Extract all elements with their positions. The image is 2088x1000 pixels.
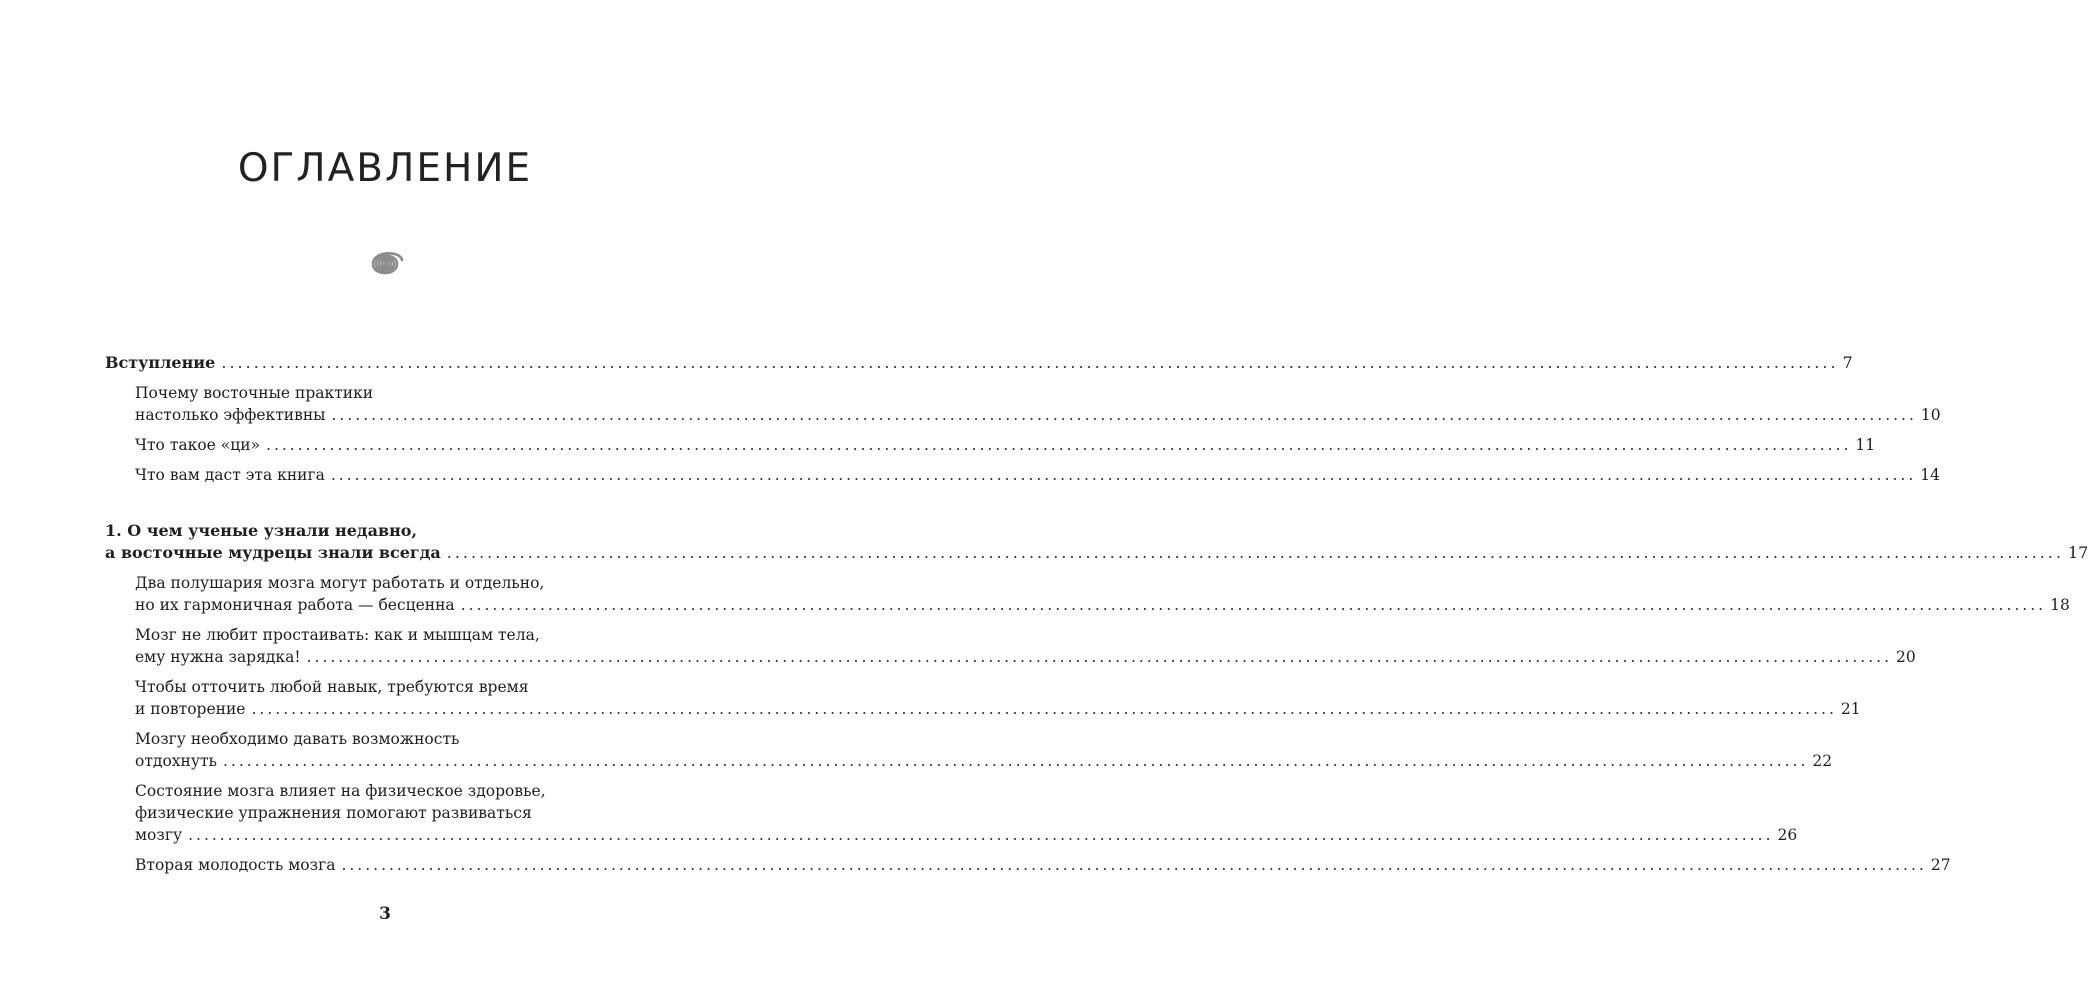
dot-leader: ........................................................................................................................................................................................................ bbox=[446, 543, 2064, 562]
toc-entry-text: физические упражнения помогают развиваться bbox=[135, 804, 532, 822]
table-of-contents bbox=[105, 352, 2088, 876]
toc-page-number: 14 bbox=[1920, 466, 1941, 484]
toc-entry bbox=[105, 854, 1951, 876]
toc-entry-text: Состояние мозга влияет на физическое здоровье, bbox=[135, 782, 546, 800]
dot-leader: ........................................................................................................................................................................................................ bbox=[223, 752, 1809, 770]
dot-leader: ........................................................................................................................................................................................................ bbox=[306, 648, 1892, 666]
dot-leader: ........................................................................................................................................................................................................ bbox=[266, 436, 1852, 454]
toc-entry-text: отдохнуть bbox=[135, 752, 217, 770]
page-title: ОГЛАВЛЕНИЕ bbox=[237, 146, 533, 191]
toc-entry bbox=[105, 434, 1876, 456]
toc-entry-text: но их гармоничная работа — бесценна bbox=[135, 596, 455, 614]
toc-section bbox=[105, 520, 2088, 876]
spiral-icon bbox=[358, 244, 412, 284]
toc-entry-text: 1. О чем ученые узнали недавно, bbox=[105, 521, 418, 540]
toc-entry-text: настолько эффективны bbox=[135, 406, 326, 424]
toc-entry bbox=[105, 464, 1941, 486]
toc-entry bbox=[105, 382, 1941, 426]
toc-entry bbox=[105, 780, 1798, 846]
dot-leader: ........................................................................................................................................................................................................ bbox=[331, 406, 1917, 424]
dot-leader: ........................................................................................................................................................................................................ bbox=[221, 353, 1839, 372]
dot-leader: ........................................................................................................................................................................................................ bbox=[251, 700, 1837, 718]
toc-entry bbox=[105, 676, 1861, 720]
toc-page-number: 20 bbox=[1896, 648, 1916, 666]
toc-page-number: 26 bbox=[1777, 826, 1798, 844]
toc-page-number: 7 bbox=[1842, 353, 1853, 372]
toc-entry-text: Что такое «ци» bbox=[135, 436, 261, 454]
toc-entry-text: и повторение bbox=[135, 700, 246, 718]
toc-entry bbox=[105, 728, 1833, 772]
toc-entry bbox=[105, 572, 2070, 616]
toc-entry-text: мозгу bbox=[135, 826, 183, 844]
toc-page-number: 10 bbox=[1920, 406, 1941, 424]
toc-page-number: 27 bbox=[1930, 856, 1951, 874]
toc-page-number: 21 bbox=[1840, 700, 1861, 718]
toc-section bbox=[105, 352, 1941, 486]
toc-entry-text: Чтобы отточить любой навык, требуются время bbox=[135, 678, 529, 696]
toc-page-number: 18 bbox=[2050, 596, 2070, 614]
dot-leader: ........................................................................................................................................................................................................ bbox=[188, 826, 1774, 844]
toc-entry-text: ему нужна зарядка! bbox=[135, 648, 301, 666]
dot-leader: ........................................................................................................................................................................................................ bbox=[330, 466, 1917, 484]
toc-page-number: 11 bbox=[1855, 436, 1876, 454]
toc-entry-text: Мозгу необходимо давать возможность bbox=[135, 730, 460, 748]
toc-entry-text: Мозг не любит простаивать: как и мышцам тела, bbox=[135, 626, 540, 644]
toc-entry bbox=[105, 624, 1916, 668]
toc-chapter-heading bbox=[105, 520, 2088, 564]
toc-chapter-heading bbox=[105, 352, 1853, 374]
dot-leader: ........................................................................................................................................................................................................ bbox=[460, 596, 2047, 614]
dot-leader: ........................................................................................................................................................................................................ bbox=[341, 856, 1927, 874]
toc-entry-text: Почему восточные практики bbox=[135, 384, 374, 402]
toc-entry-text: Что вам даст эта книга bbox=[135, 466, 325, 484]
page-number: 3 bbox=[379, 904, 391, 924]
toc-page-number: 17 bbox=[2067, 543, 2088, 562]
toc-entry-text: а восточные мудрецы знали всегда bbox=[105, 543, 441, 562]
toc-page-number: 22 bbox=[1812, 752, 1833, 770]
toc-entry-text: Два полушария мозга могут работать и отдельно, bbox=[135, 574, 545, 592]
toc-entry-text: Вторая молодость мозга bbox=[135, 856, 336, 874]
toc-entry-text: Вступление bbox=[105, 353, 216, 372]
